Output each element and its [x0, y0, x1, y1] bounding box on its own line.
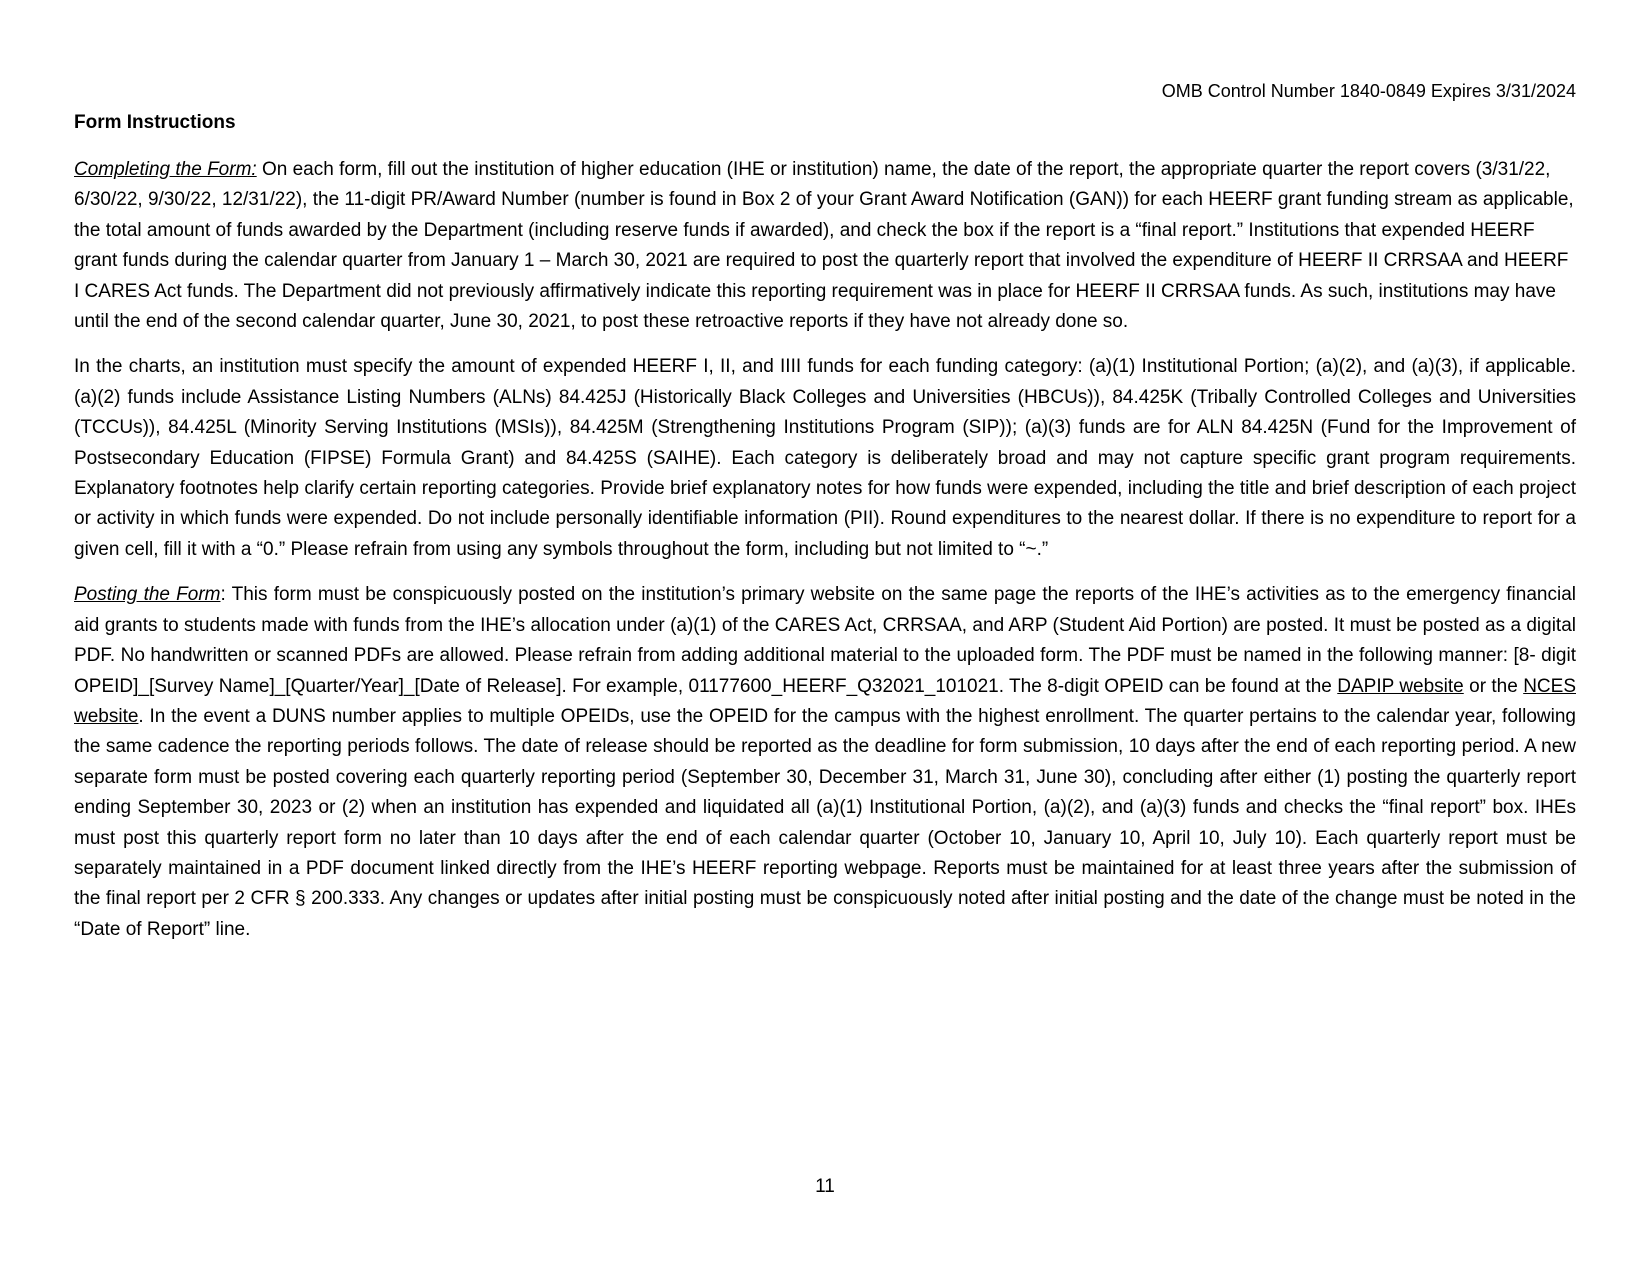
- posting-text-part-2: or the: [1463, 675, 1524, 697]
- nces-website-link[interactable]: NCES website: [74, 675, 1576, 727]
- page-number: 11: [815, 1176, 835, 1197]
- form-instructions-heading: Form Instructions: [74, 112, 236, 133]
- posting-the-form-paragraph: [74, 580, 1576, 945]
- posting-text-part-3: . In the event a DUNS number applies to multiple OPEIDs, use the OPEID for the campus with the highest enrollment. The quarter pertains to the calendar year, following the same cadence the reporting periods follows. The date of release should be reported as the deadline for form submission, 10 days after the end of each reporting period. A new separate form must be posted covering each quarterly reporting period (September 30, December 31, March 31, June 30), concluding after either (1) posting the quarterly report ending September 30, 2023 or (2) when an institution has expended and liquidated all (a)(1) Institutional Portion, (a)(2), and (a)(3) funds and checks the “final report” box. IHEs must post this quarterly report form no later than 10 days after the end of each calendar quarter (October 10, January 10, April 10, July 10). Each quarterly report must be separately maintained in a PDF document linked directly from the IHE’s HEERF reporting webpage. Reports must be maintained for at least three years after the submission of the final report per 2 CFR § 200.333. Any changes or updates after initial posting must be conspicuously noted after initial posting and the date of the change must be noted in the “Date of Report” line.: [74, 705, 1576, 940]
- instructions-body: [74, 110, 1576, 960]
- omb-control-number: OMB Control Number 1840-0849 Expires 3/31/2024: [1161, 81, 1576, 101]
- completing-the-form-paragraph: [74, 155, 1576, 337]
- completing-the-form-lead: Completing the Form:: [74, 159, 257, 180]
- completing-the-form-text: On each form, fill out the institution of higher education (IHE or institution) name, the date of the report, the appropriate quarter the report covers (3/31/22, 6/30/22, 9/30/22, 12/31/22), the 11-digit PR/Award Number (number is found in Box 2 of your Grant Award Notification (GAN)) for each HEERF grant funding stream as applicable, the total amount of funds awarded by the Department (including reserve funds if awarded), and check the box if the report is a “final report.” Institutions that expended HEERF grant funds during the calendar quarter from January 1 – March 30, 2021 are required to post the quarterly report that involved the expenditure of HEERF II CRRSAA and HEERF I CARES Act funds. The Department did not previously affirmatively indicate this reporting requirement was in place for HEERF II CRRSAA funds. As such, institutions may have until the end of the second calendar quarter, June 30, 2021, to post these retroactive reports if they have not already done so.: [74, 159, 1574, 333]
- charts-paragraph: In the charts, an institution must specify the amount of expended HEERF I, II, and IIII funds for each funding category: (a)(1) Institutional Portion; (a)(2), and (a)(3), if applicable. (a)(2) funds include Assistance Listing Numbers (ALNs) 84.425J (Historically Black Colleges and Universities (HBCUs)), 84.425K (Tribally Controlled Colleges and Universities (TCCUs)), 84.425L (Minority Serving Institutions (MSIs)), 84.425M (Strengthening Institutions Program (SIP)); (a)(3) funds are for ALN 84.425N (Fund for the Improvement of Postsecondary Education (FIPSE) Formula Grant) and 84.425S (SAIHE). Each category is deliberately broad and may not capture specific grant program requirements. Explanatory footnotes help clarify certain reporting categories. Provide brief explanatory notes for how funds were expended, including the title and brief description of each project or activity in which funds were expended. Do not include personally identifiable information (PII). Round expenditures to the nearest dollar. If there is no expenditure to report for a given cell, fill it with a “0.” Please refrain from using any symbols throughout the form, including but not limited to “~.”: [74, 356, 1576, 560]
- posting-text-part-1: : This form must be conspicuously posted on the institution’s primary website on the same page the reports of the IHE’s activities as to the emergency financial aid grants to students made with funds from the IHE’s allocation under (a)(1) of the CARES Act, CRRSAA, and ARP (Student Aid Portion) are posted. It must be posted as a digital PDF. No handwritten or scanned PDFs are allowed. Please refrain from adding additional material to the uploaded form. The PDF must be named in the following manner: [8- digit OPEID]_[Survey Name]_[Quarter/Year]_[Date of Release]. For example, 01177600_HEERF_Q32021_101021. The 8-digit OPEID can be found at the: [74, 584, 1576, 697]
- posting-the-form-lead: Posting the Form: [74, 584, 221, 606]
- dapip-website-link[interactable]: DAPIP website: [1337, 675, 1464, 697]
